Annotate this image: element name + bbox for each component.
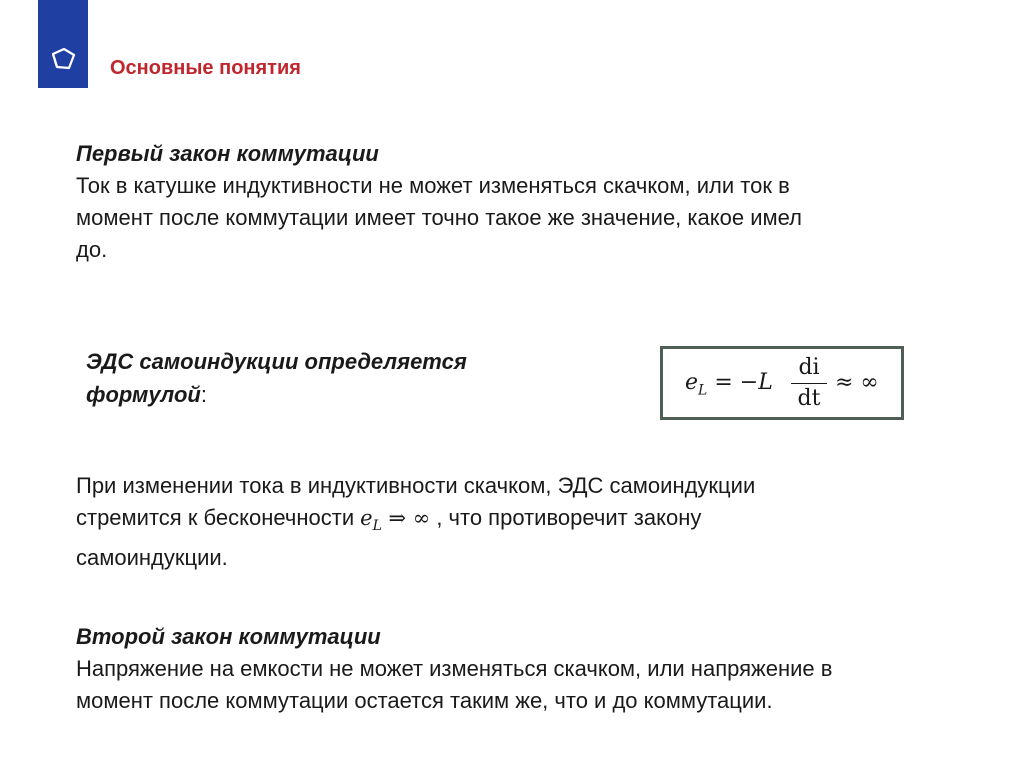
second-law-text-line2: момент после коммутации остается таким же, что и до коммутации. bbox=[76, 688, 773, 713]
current-change-line3: самоиндукции. bbox=[76, 545, 228, 571]
first-law-text-line3: до. bbox=[76, 237, 108, 262]
second-law-text-line1: Напряжение на емкости не может изменяться скачком, или напряжение в bbox=[76, 656, 833, 681]
second-law-heading: Второй закон коммутации bbox=[76, 624, 381, 649]
formula-lhs: $e_L = -L$ bbox=[685, 370, 773, 399]
slide-title: Основные понятия bbox=[110, 57, 301, 79]
current-change-line2: стремится к бесконечности $e_L$ ⇒ ∞ , что противоречит закону bbox=[76, 505, 702, 535]
emf-formula-box bbox=[660, 346, 904, 420]
header-accent-bar bbox=[38, 0, 88, 88]
second-law-block bbox=[76, 621, 996, 717]
first-law-text-line2: момент после коммутации имеет точно такое же значение, какое имел bbox=[76, 205, 802, 230]
inline-emf-formula: $e_L$ ⇒ ∞ bbox=[360, 506, 431, 535]
book-icon bbox=[49, 46, 77, 72]
current-change-block bbox=[76, 470, 976, 574]
formula-denominator: dt bbox=[797, 386, 821, 411]
first-law-text-line1: Ток в катушке индуктивности не может изменяться скачком, или ток в bbox=[76, 173, 790, 198]
formula-fraction bbox=[791, 355, 827, 412]
emf-label-line1: ЭДС самоиндукции определяется bbox=[86, 349, 467, 374]
emf-label-colon: : bbox=[200, 382, 207, 407]
current-change-line1: При изменении тока в индуктивности скачком, ЭДС самоиндукции bbox=[76, 473, 756, 498]
formula-numerator: di bbox=[798, 355, 820, 380]
first-law-heading: Первый закон коммутации bbox=[76, 141, 379, 166]
formula-rhs: ≈ ∞ bbox=[835, 370, 879, 395]
emf-label-formula-word: формулой bbox=[86, 382, 201, 407]
first-law-block bbox=[76, 138, 976, 266]
emf-label bbox=[86, 345, 546, 411]
